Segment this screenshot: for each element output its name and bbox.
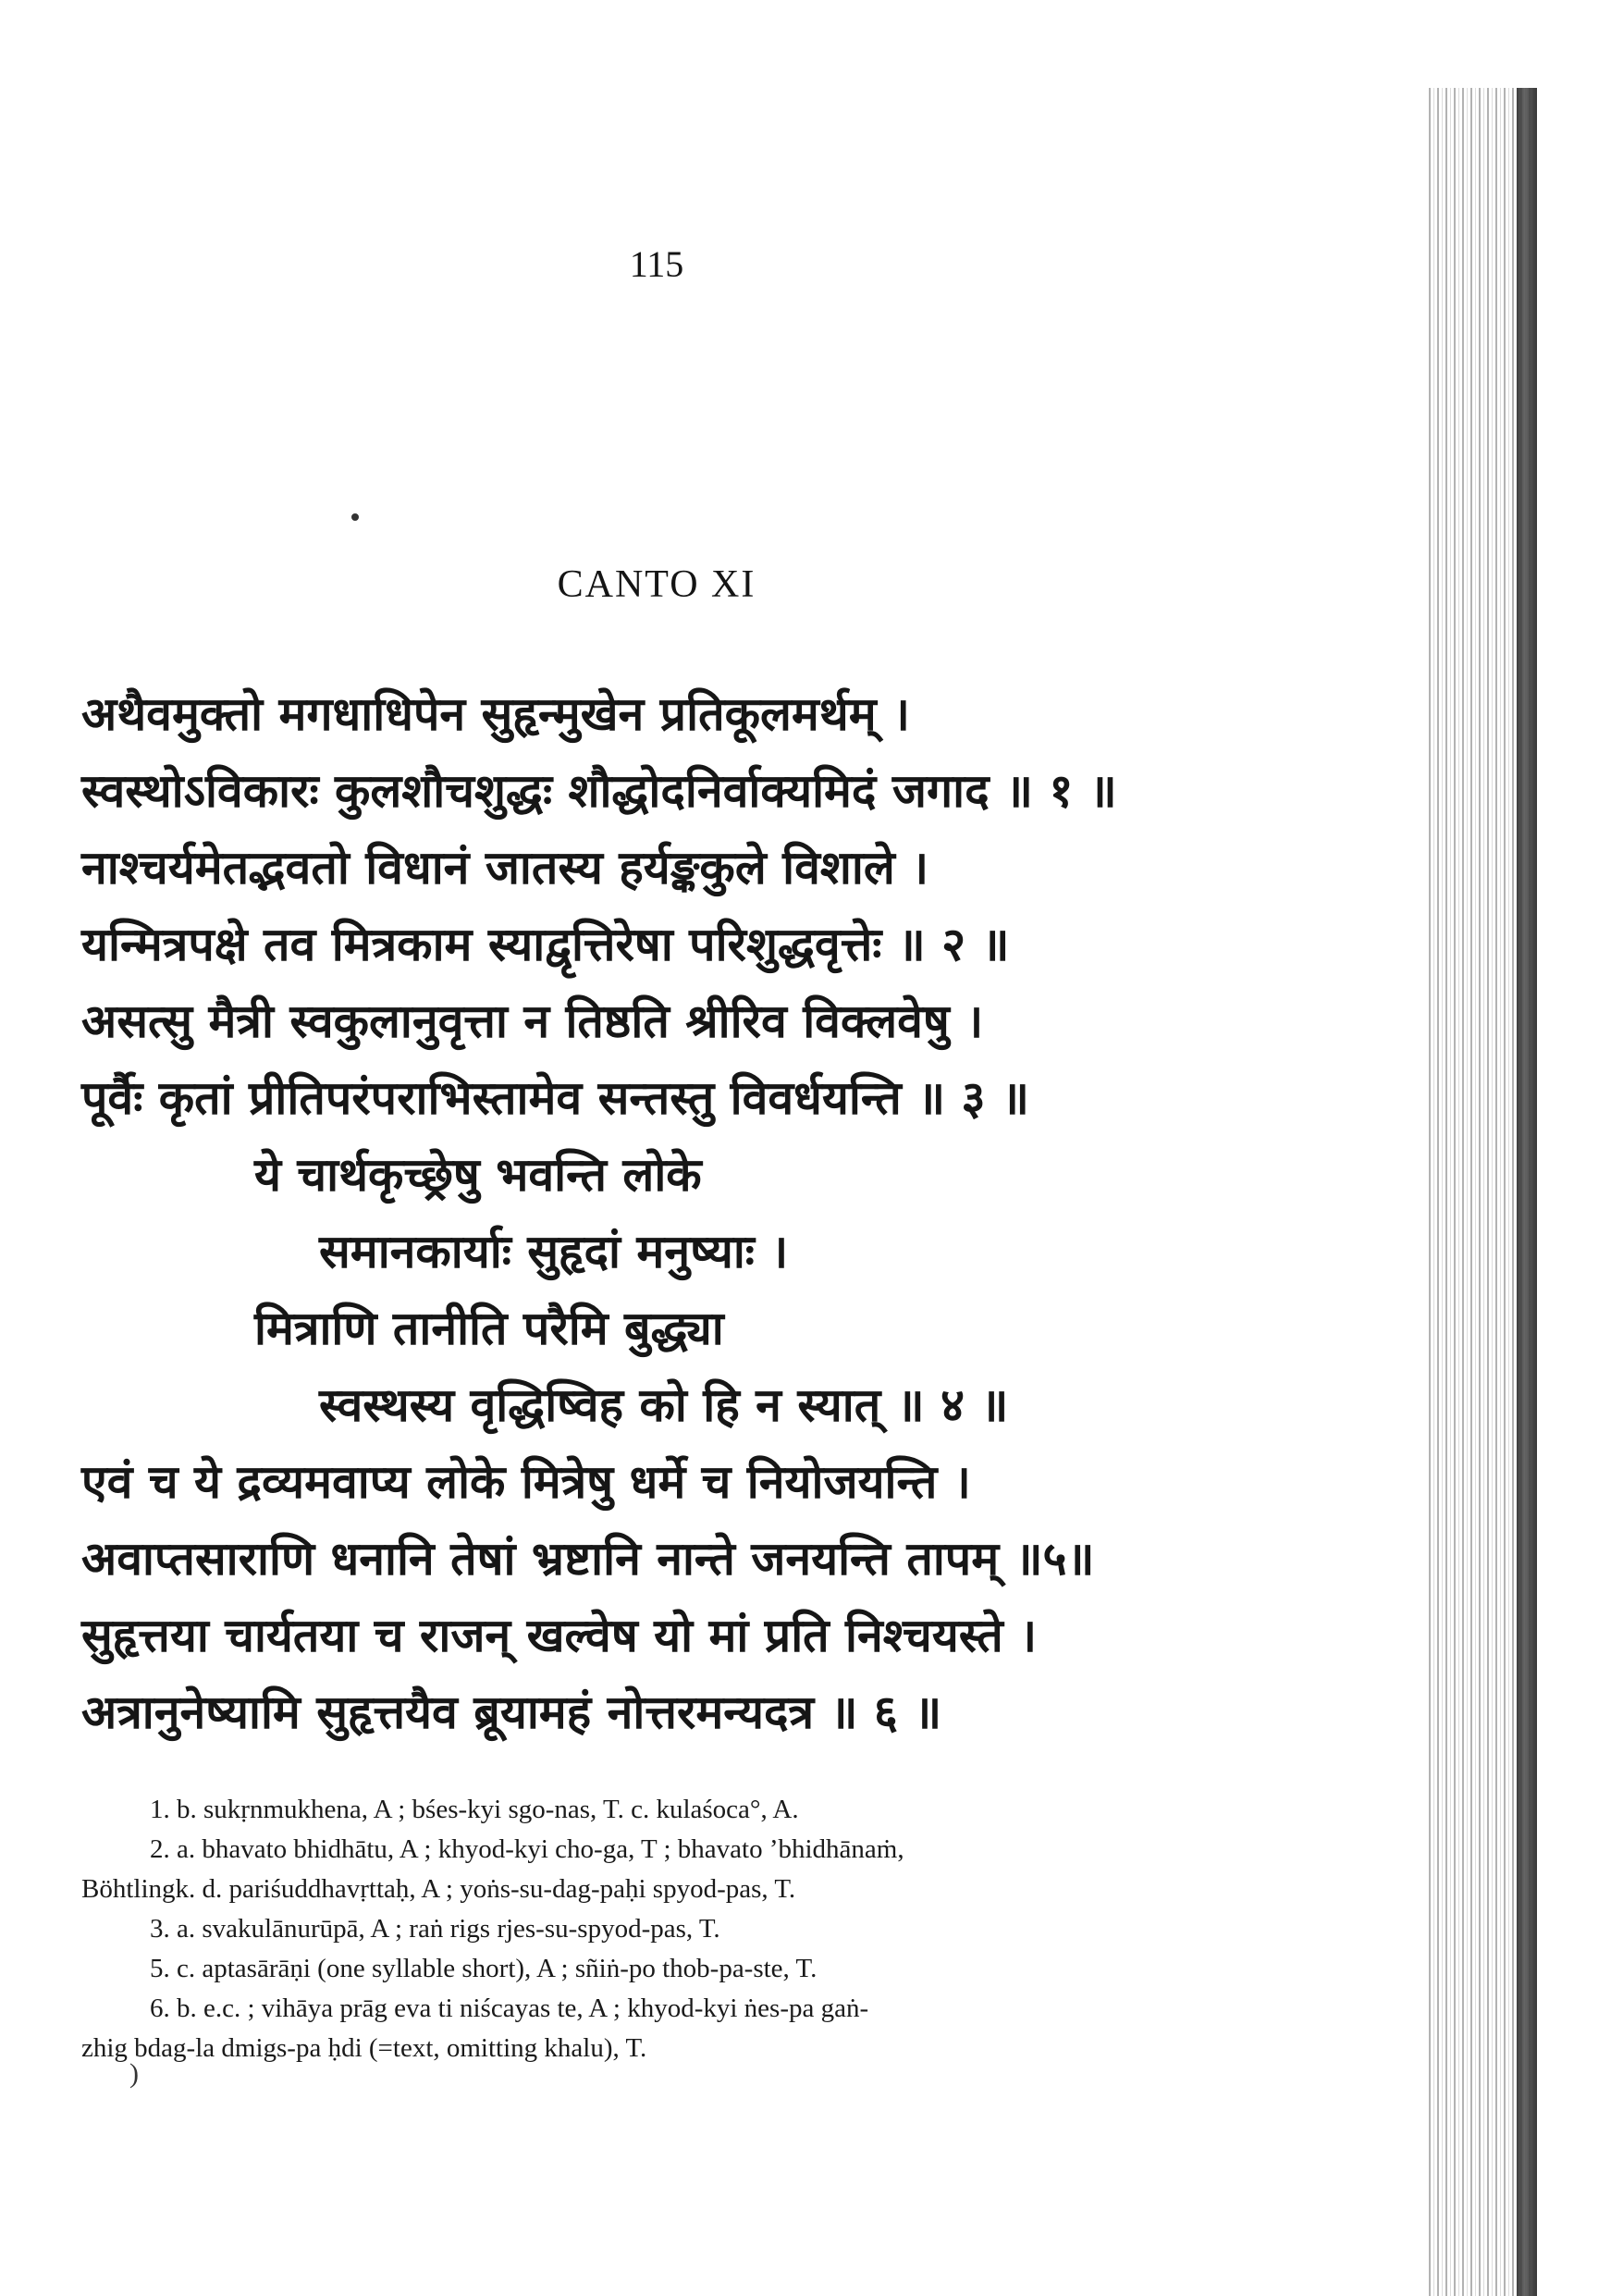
verse-line-2: स्वस्थोऽविकारः कुलशौचशुद्धः शौद्धोदनिर्वाक्यमिदं जगाद ॥ १ ॥: [81, 764, 1117, 818]
verse-line-9: मित्राणि तानीति परैमि बुद्ध्या: [254, 1302, 724, 1355]
footnote-3: 3. a. svakulānurūpā, A ; raṅ rigs rjes-su-spyod-pas, T.: [150, 1914, 720, 1944]
footnote-1: 1. b. sukṛnmukhena, A ; bśes-kyi sgo-nas, T. c. kulaśoca°, A.: [150, 1795, 799, 1824]
footnote-2-continued: Böhtlingk. d. pariśuddhavṛttaḥ, A ; yoṅs-su-dag-paḥi spyod-pas, T.: [81, 1874, 796, 1904]
margin-mark: ): [129, 2058, 139, 2089]
verse-line-8: समानकार्याः सुहृदां मनुष्याः ।: [319, 1225, 789, 1278]
verse-line-10: स्वस्थस्य वृद्धिष्विह को हि न स्यात् ॥ ४ ॥: [319, 1378, 1009, 1432]
page-gutter-shadow: [1517, 88, 1537, 2296]
canto-title: CANTO XI: [557, 563, 756, 606]
verse-line-12: अवाप्तसाराणि धनानि तेषां भ्रष्टानि नान्ते जनयन्ति तापम् ॥५॥: [81, 1532, 1095, 1586]
footnote-6-continued: zhig bdag-la dmigs-pa ḥdi (=text, omitting khalu), T.: [81, 2033, 647, 2063]
footnote-2: 2. a. bhavato bhidhātu, A ; khyod-kyi cho-ga, T ; bhavato ’bhidhānaṁ,: [150, 1834, 904, 1864]
verse-line-4: यन्मित्रपक्षे तव मित्रकाम स्याद्वृत्तिरेषा परिशुद्धवृत्तेः ॥ २ ॥: [81, 918, 1010, 971]
verse-line-7: ये चार्थकृच्छ्रेषु भवन्ति लोके: [254, 1148, 702, 1202]
verse-line-11: एवं च ये द्रव्यमवाप्य लोके मित्रेषु धर्मे च नियोजयन्ति ।: [81, 1455, 971, 1509]
footnote-6: 6. b. e.c. ; vihāya prāg eva ti niścayas te, A ; khyod-kyi ṅes-pa gaṅ-: [150, 1994, 869, 2023]
verse-line-5: असत्सु मैत्री स्वकुलानुवृत्ता न तिष्ठति श्रीरिव विक्लवेषु ।: [81, 994, 984, 1048]
page-number: 115: [629, 243, 684, 285]
verse-line-13: सुहृत्तया चार्यतया च राजन् खल्वेष यो मां प्रति निश्चयस्ते ।: [81, 1609, 1038, 1662]
verse-line-1: अथैवमुक्तो मगधाधिपेन सुहृन्मुखेन प्रतिकूलमर्थम् ।: [81, 687, 910, 741]
verse-line-14: अत्रानुनेष्यामि सुहृत्तयैव ब्रूयामहं नोत्तरमन्यदत्र ॥ ६ ॥: [81, 1685, 942, 1739]
page-outer-margin: [1537, 88, 1623, 2296]
verse-line-3: नाश्चर्यमेतद्भवतो विधानं जातस्य हर्यङ्ककुले विशाले ।: [81, 841, 929, 895]
footnote-5: 5. c. aptasārāṇi (one syllable short), A ; sñiṅ-po thob-pa-ste, T.: [150, 1954, 818, 1983]
footnotes: [81, 1790, 1284, 2068]
verse-line-6: पूर्वैः कृतां प्रीतिपरंपराभिस्तामेव सन्तस्तु विवर्धयन्ति ॥ ३ ॥: [81, 1071, 1029, 1125]
